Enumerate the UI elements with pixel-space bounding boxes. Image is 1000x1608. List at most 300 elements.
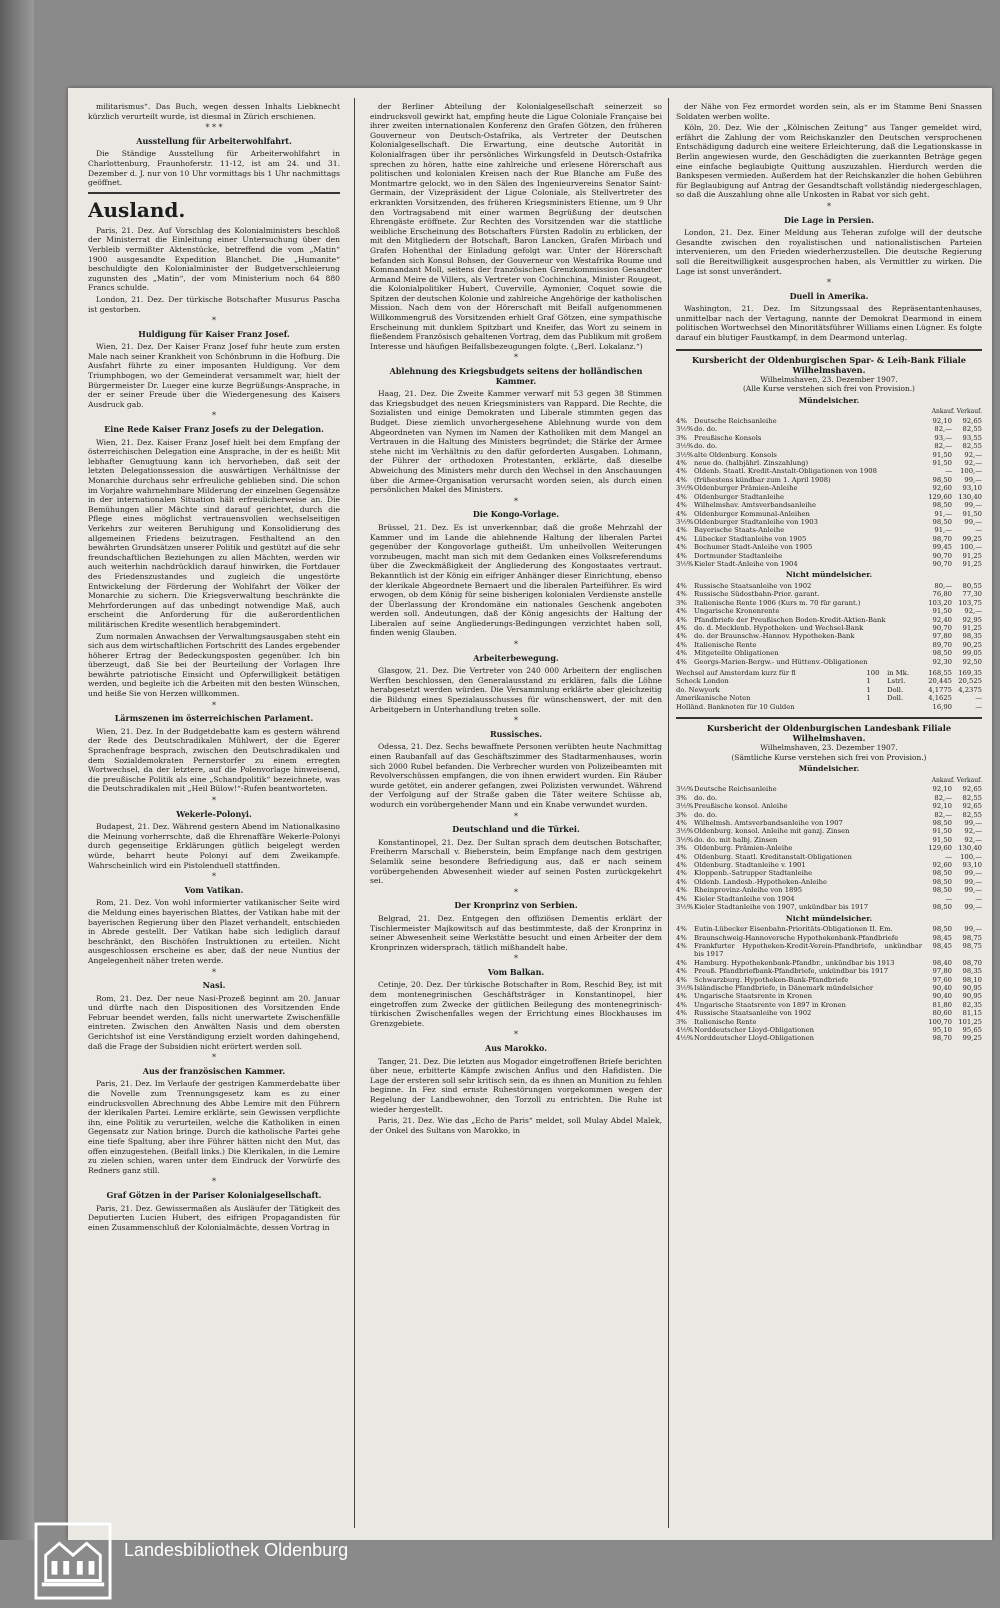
- rate-row: [676, 853, 982, 861]
- rate-row: [676, 552, 982, 560]
- rate-cell: 98,45: [932, 941, 952, 950]
- rate-row: [676, 501, 982, 509]
- rates-table: [676, 417, 982, 568]
- rate-cell: 91,25: [962, 559, 982, 568]
- rate-cell: Rheinprovinz-Anleihe von 1895: [694, 886, 803, 895]
- rate-cell: Kieler Stadtanleihe von 1904: [694, 894, 795, 903]
- rate-cell: 92,60: [932, 484, 952, 493]
- rate-row: [676, 703, 982, 711]
- rate-cell: 98,50: [932, 925, 952, 934]
- article-text: Haag, 21. Dez. Die Zweite Kammer verwarf mit 53 gegen 38 Stimmen das Kriegsbudget des neuen Kriegsministers van Rappard. Die Rechte, die Sozialisten und einige Demokraten und Liberale stimmten gegen das Budget. Diese ziemlich unvorhergesehene Ablehnung wurde von dem Abgeordneten van Nymen im Namen der Katholiken mit dem Mangel an Vertrauen in die Haltung des Ministers begründet; die Stärke der Armee stehe nicht im Verhältnis zu den dafür geforderten Ausgaben. Lohmann, der Führer der orthodoxen Protestanten, erklärte, daß dieselbe Abweichung des Ministers mehr durch den Wechsel in den Anschauungen über die Armee-Organisation verursacht worden seien, als durch einen persönlichen Makel des Ministers.: [370, 389, 662, 495]
- rate-cell: 92,30: [932, 657, 952, 666]
- report-title: Kursbericht der Oldenburgischen Spar- & Leih-Bank Filiale Wilhelmshaven.: [692, 354, 966, 375]
- rate-cell: 1: [866, 685, 871, 694]
- rate-cell: Amerikanische Noten: [676, 694, 751, 703]
- rate-cell: in Mk.: [887, 669, 910, 677]
- rate-cell: 4%: [676, 886, 687, 895]
- rate-cell: 4%: [676, 607, 687, 616]
- rates-table: [676, 925, 982, 1043]
- rate-row: [676, 526, 982, 534]
- article-heading: Graf Götzen in der Pariser Kolonialgesellschaft.: [106, 1189, 322, 1200]
- rate-cell: 91,50: [932, 835, 952, 844]
- article-heading: Huldigung für Kaiser Franz Josef.: [138, 328, 290, 339]
- rate-cell: 99,25: [962, 534, 982, 543]
- rate-cell: 98,50: [932, 517, 952, 526]
- article-text: Wien, 21. Dez. Der Kaiser Franz Josef fuhr heute zum ersten Male nach seiner Krankheit von Schönbrunn in die Hofburg. Die Ausfahrt führte zu einer imposanten Huldigung. Vor dem Triumphbogen, wo der Gemeinderat versammelt war, hielt der Bürgermeister Dr. Lueger eine kurze Begrüßungs-Ansprache, in der er seiner Freude über die Wiedergenesung des Kaisers Ausdruck gab.: [88, 342, 340, 409]
- rate-row: [676, 992, 982, 1000]
- rate-row: [676, 959, 982, 967]
- rate-row: [676, 632, 982, 640]
- rate-row: [676, 590, 982, 598]
- article-heading: Die Lage in Persien.: [783, 214, 875, 225]
- article-heading: Duell in Amerika.: [789, 290, 869, 301]
- rate-cell: 91,50: [932, 459, 952, 468]
- rate-cell: 97,60: [932, 975, 952, 984]
- rate-cell: 103,75: [958, 598, 982, 607]
- article-text: der Nähe von Fez ermordet worden sein, als er im Stamme Beni Snassen Soldaten werben wollte.: [676, 102, 982, 121]
- rate-cell: Oldenburg. konsol. Anleihe mit ganzj. Zinsen: [694, 827, 850, 836]
- rate-cell: 100,—: [960, 467, 982, 476]
- rate-cell: Mitgeteilte Obligationen: [694, 649, 779, 658]
- rate-row: [676, 976, 982, 984]
- rate-cell: 130,40: [958, 844, 982, 853]
- rate-cell: 98,50: [932, 877, 952, 886]
- rate-row: [676, 417, 982, 425]
- rate-cell: do. do.: [694, 442, 718, 451]
- rate-cell: 4%: [676, 877, 687, 886]
- rate-cell: 91,—: [934, 526, 952, 535]
- rate-cell: 82,—: [934, 793, 952, 802]
- rate-cell: Oldenb. Landesb.-Hypotheken-Anleihe: [694, 877, 827, 886]
- rate-cell: 103,20: [928, 598, 952, 607]
- rate-cell: alte Oldenburg. Konsols: [694, 450, 777, 459]
- article-text: Paris, 21. Dez. Gewissermaßen als Ausläufer der Tätigkeit des Deputierten Lucien Hubert, des eifrigen Propagandisten für einen Zusammenschluß der Kolonialmächte, dessen Vortrag in: [88, 1203, 340, 1232]
- article-text: Odessa, 21. Dez. Sechs bewaffnete Personen verübten heute Nachmittag einen Raubanfall auf das Geschäftszimmer des Stadtarmenhauses, worin sich 2000 Rubel befanden. Die Verbrecher wurden von Polizeibeamten mit Revolverschüssen empfangen, die von ihnen erwidert wurden. Ein Räuber wurde getötet, ein anderer gefangen, zwei Polizisten verwundet. Während der Verfolgung auf der Straße gaben die Täter weitere Schüsse ab, wodurch ein vorübergehender Mann und ein Knabe verwundet wurden.: [370, 742, 662, 809]
- rate-row: [676, 694, 982, 702]
- rate-cell: 92,10: [932, 785, 952, 794]
- article-heading: Arbeiterbewegung.: [473, 652, 559, 663]
- rate-cell: 98,10: [962, 975, 982, 984]
- rate-cell: [887, 703, 922, 711]
- rate-cell: 4%: [676, 941, 687, 950]
- rate-cell: 4%: [676, 551, 687, 560]
- newspaper-page: [68, 88, 992, 1540]
- rate-cell: 99,05: [962, 649, 982, 658]
- rate-cell: Kieler Stadtanleihe von 1907, unkündbar bis 1917: [694, 903, 869, 912]
- rate-cell: 91,50: [932, 827, 952, 836]
- rate-cell: 82,55: [962, 425, 982, 434]
- rate-cell: 99,—: [964, 903, 982, 912]
- rate-cell: 92,65: [962, 802, 982, 811]
- article-heading: Deutschland und die Türkei.: [452, 824, 580, 835]
- rate-row: [676, 844, 982, 852]
- rate-cell: Preußische konsol. Anleihe: [694, 802, 788, 811]
- rate-row: [676, 886, 982, 894]
- article-heading: Wekerle-Polonyi.: [176, 808, 252, 819]
- rate-cell: 4%: [676, 975, 687, 984]
- rate-row: [676, 869, 982, 877]
- column-left: militarismus“. Das Buch, wegen dessen Inhalts Liebknecht kürzlich verurteilt wurde, ist diesmal in Zürich erschienen. * * * Ausstellung für Arbeiterwohlfahrt. Die Ständige Ausstellung für Arbeiterwohlfahrt in Charlottenburg, Fraunhoferstr. 11-12, ist am 24. und 31. Dezember d. J. nur von 10 Uhr vormittags bis 1 Uhr nachmittags geöffnet. Ausland. Paris, 21. Dez. Auf Vorschlag des Kolonialministers beschloß der Ministerrat die Einleitung einer Untersuchung über den Verbleib vermißter Aktenstücke, betreffend die vom „Matin“ 1900 ausgesandte Expedition Blanchet. Die „Humanite“ beschuldigte den Kolonialminister der Budgetverschleierung zugunsten des „Matin“, der vom Ministerium noch 64 880 Francs schulde. London, 21. Dez. Der türkische Botschafter Musurus Pascha ist gestorben. * Huldigung für Kaiser Franz Josef. Wien, 21. Dez. Der Kaiser Franz Josef fuhr heute zum ersten Male nach seiner Krankheit von Schönbrunn in die Hofburg. Die Ausfahrt führte zu einer imposanten Huldigung. Vor dem Triumphbogen, wo der Gemeinderat versammelt war, hielt der Bürgermeister Dr. Lueger eine kurze Begrüßungs-Ansprache, in der er seiner Freude über die Wiedergenesung des Kaisers Ausdruck gab. * Eine Rede Kaiser Franz Josefs zu der Delegation. Wien, 21. Dez. Kaiser Franz Josef hielt bei dem Empfang der österreichischen Delegation eine Ansprache, in der es heißt: Mit lebhafter Genugtuung kann ich hervorheben, daß seit der letzten Delegationssession die auswärtigen Verhältnisse der Monarchie durchaus sehr erfreuliche geblieben sind. Die schon im Vorjahre wahrnehmbare Milderung der einzelnen Gegensätze in der internationalen Situation hält erfreulicherweise an. Die Bemühungen aller Mächte sind darauf gerichtet, durch die Pflege eines möglichst vertrauensvollen wechselseitigen Verkehrs zur weiteren Beruhigung und Konsolidierung des allgemeinen Friedens beizutragen. Festhaltend an den bewährten Grundsätzen unserer Politik und gestützt auf die sehr freundschaftlichen Beziehungen zu allen Mächten, werden wir auch weiterhin nachdrücklich darauf hinwirken, die Fortdauer des Friedenszustandes und zugleich die ungestörte Entwickelung der Förderung der Wohlfahrt der Völker der Monarchie zu sichern. Die Kriegsverwaltung beschränkte die Mehrforderungen auf das unbedingt notwendige Maß, auch erscheint die Anforderung für die außerordentlichen militärischen Kredite wesentlich herabgemindert. Zum normalen Anwachsen der Verwaltungsausgaben steht ein sich aus dem wirtschaftlichen Fortschritt des Landes ergebender höherer Ertrag der Bedeckungsposten gegenüber. Ich bin überzeugt, daß Sie bei der Beurteilung der Vorlagen Ihre bewährte patriotische Einsicht und Opferwilligkeit betätigen werden, und begleite ich die Arbeiten mit den besten Wünschen, und heiße Sie von Herzen willkommen. * Lärmszenen im österreichischen Parlament. Wien, 21. Dez. In der Budgetdebatte kam es gestern während der Rede des Deutschradikalen Mühlwert, der die Egerer Sprachenfrage besprach, zwischen den Deutschradikalen und dem Sozialdemokraten Pernerstorfer zu einem erregten Wortwechsel, da der letztere, auf die Polenvorlage hinweisend, die preußische Politik als eine „Schandpolitik“ bezeichnete, was die Deutschradikalen mit „Heil Bülow!“-Rufen beantworteten. * Wekerle-Polonyi. Budapest, 21. Dez. Während gestern Abend im Nationalkasino die Meinung vorherrschte, daß die Ehrenaffäre Wekerle-Polonyi durch gegenseitige Erklärungen gütlich beigelegt werden würde, beharrt heute Polonyi auf dem Zweikampfe. Wahrscheinlich wird ein Pistolenduell stattfinden. * Vom Vatikan. Rom, 21. Dez. Von wohl informierter vatikanischer Seite wird die Meldung eines bayerischen Blattes, der Vatikan habe mit der bayerischen Regierung über den Plazet verhandelt, entschieden in Abrede gestellt. Der Vatikan habe sich lediglich darauf beschränkt, den Bischöfen Instruktionen zu erteilen. Nicht ausgeschlossen erscheine es aber, daß der neue Nuntius der Angelegenheit näher treten werde. * Nasi. Rom, 21. Dez. Der neue Nasi-Prozeß beginnt am 20. Januar und dürfte nach den Dispositionen des Vorsitzenden Ende Februar beendet werden, falls nicht unerwartete Zwischenfälle eintreten. Zwischen den Anwälten Nasis und dem obersten Gerichtshof ist eine Verständigung erzielt worden dahingehend, daß die Frage der Subsidien nicht erörtert werden soll. * Aus der französischen Kammer. Paris, 21. Dez. Im Verlaufe der gestrigen Kammerdebatte über die Novelle zum Trennungsgesetz kam es zu einer eindrucksvollen Abrechnung des Abbe Lemire mit den Führern der klerikalen Partei. Lemire erklärte, sein Gewissen verpflichte ihn, eine Politik zu verurteilen, welche die Katholiken in einen Gegensatz zur Nation bringe. Durch die katholische Partei gehe eine tiefe Spaltung, aber ihre Führer hätten nicht den Mut, das offen einzugestehen. (Beifall links.) Die Klerikalen, in die Lemire zu zielen schien, waren unter dem Eindruck der Vorwürfe des Redners ganz still. * Graf Götzen in der Pariser Kolonialgesellschaft. Paris, 21. Dez. Gewissermaßen als Ausläufer der Tätigkeit des Deputierten Lucien Hubert, des eifrigen Propagandisten für einen Zusammenschluß der Kolonialmächte, dessen Vortrag in: [88, 102, 340, 1232]
- article-heading: Aus Marokko.: [485, 1043, 547, 1054]
- rate-cell: 95,65: [962, 1025, 982, 1034]
- rate-cell: Wilhelmshav. Amtsverbandsanleihe: [694, 501, 817, 510]
- rate-cell: 90,70: [932, 559, 952, 568]
- rate-cell: 3½%: [676, 450, 694, 459]
- stock-report-spar-leih-bank: [676, 349, 982, 711]
- rate-cell: 1: [866, 677, 871, 686]
- rate-row: [676, 451, 982, 459]
- rate-row: [676, 459, 982, 467]
- rate-cell: 92,40: [932, 615, 952, 624]
- rate-row: [676, 984, 982, 992]
- rate-cell: Schwarzburg. Hypotheken-Bank-Pfandbriefe: [694, 975, 849, 984]
- rate-cell: 92,—: [964, 450, 982, 459]
- column-rule: [354, 98, 355, 1528]
- rate-cell: 4%: [676, 623, 687, 632]
- article-text: Paris, 21. Dez. Im Verlaufe der gestrigen Kammerdebatte über die Novelle zum Trennungsgesetz kam es zu einer eindrucksvollen Abrechnung des Abbe Lemire mit den Führern der klerikalen Partei. Lemire erklärte, sein Gewissen verpflichte ihn, eine Politik zu verurteilen, welche die Katholiken in einen Gegensatz zur Nation bringe. Durch die katholische Partei gehe eine tiefe Spaltung, aber ihre Führer hätten nicht den Mut, das offen einzugestehen. (Beifall links.) Die Klerikalen, in die Lemire zu zielen schien, waren unter dem Eindruck der Vorwürfe des Redners ganz still.: [88, 1079, 340, 1175]
- rate-cell: 82,55: [962, 442, 982, 451]
- rate-cell: 4%: [676, 925, 687, 934]
- column-middle: der Berliner Abteilung der Kolonialgesellschaft seinerzeit so eindrucksvoll gewirkt hat, empfing heute die Ligue Coloniale Française bei ihrer zweiten internationalen Konferenz den Grafen Götzen, den früheren Gouverneur von Deutsch-Ostafrika, als Vertreter der Deutschen Kolonialgesellschaft. Die Erwartung, eine deutsche Autorität in Kolonialfragen über ihr persönliches Wirkungsfeld in Deutsch-Ostafrika sprechen zu hören, hatte eine zahlreiche und erlesene Hörerschaft aus politischen und kolonialen Kreisen nach der Rue Blanche am Fuße des Montmartre gelockt, wo in den Sälen des Ingenieurvereins Senator Saint-Germain, der Vizepräsident der Ligue Coloniale, als Stellvertreter des erkrankten Vorsitzenden, des früheren Kriegsministers Etienne, um 9 Uhr den Vortragsabend mit einer warmen Begrüßung der deutschen Ehrengäste eröffnete. Zur Rechten des Vorsitzenden war die stattliche weibliche Erscheinung des Botschafters Fürsten Radolin zu erblicken, der mit den Mitgliedern der Botschaft, Baron Lancken, Grafen Mirbach und Grafen Hohenthal der Einladung gefolgt war. Unter der Hörerschaft befanden sich Konsul Bohsen, der Gouverneur von Westafrika Roume und Kommandant Moll, seitens der französischen Grenzkommission Gesandter Armand Meire de Villers, als Vertreter von Cochinchina, Minister Rougeot, die Kolonialpolitiker Hubert, Cuverville, Aymonier, Coquet sowie die Spitzen der deutschen Kolonie und zahlreiche Angehörige der katholischen Mission. Nach dem von der Hörerschaft mit Beifall aufgenommenen Willkommengruß des Vorsitzenden erhielt Graf Götzen, eine sympathische Erscheinung mit dunklem Spitzbart und Kneifer, das Wort zu seinem in fließendem Französisch gehaltenen Vortrag, dem das Publikum mit großem Interesse und häufigen Beifallsbezeugungen folgte. („Berl. Lokalanz.“) * Ablehnung des Kriegsbudgets seitens der holländischen Kammer. Haag, 21. Dez. Die Zweite Kammer verwarf mit 53 gegen 38 Stimmen das Kriegsbudget des neuen Kriegsministers van Rappard. Die Rechte, die Sozialisten und einige Demokraten und Liberale stimmten gegen das Budget. Diese ziemlich unvorhergesehene Ablehnung wurde von dem Abgeordneten van Nymen im Namen der Katholiken mit dem Mangel an Vertrauen in die Haltung des Ministers begründet; die Stärke der Armee stehe nicht im Verhältnis zu den dafür geforderten Ausgaben. Lohmann, der Führer der orthodoxen Protestanten, erklärte, daß dieselbe Abweichung des Ministers mehr durch den Wechsel in den Anschauungen über die Armee-Organisation verursacht worden seien, als durch einen persönlichen Makel des Ministers. * Die Kongo-Vorlage. Brüssel, 21. Dez. Es ist unverkennbar, daß die große Mehrzahl der Kammer und im Lande die ablehnende Haltung der liberalen Partei gegenüber der Kongovorlage gutheißt. Um unheilvollen Weiterungen vorzubeugen, macht man sich mit dem Gedanken eines Volksreferendums über die Zweckmäßigkeit der Angliederung des Kongostaates vertraut. Bekanntlich ist der König ein eifriger Anhänger dieser Einrichtung, ebenso der klerikale Abgeordnete Bernaert und die liberalen Parteiführer. Es wird erwogen, ob dem König für seine bisherigen kolonialen Verdienste anstelle der Überlassung der Krondomäne ein nationales Geschenk angeboten werden soll. Andeutungen, daß der König angesichts der Haltung der Liberalen auf seine Angliederungs-Bedingungen verzichtet haben soll, finden wenig Glauben. * Arbeiterbewegung. Glasgow, 21. Dez. Die Vertreter von 240 000 Arbeitern der englischen Werften beschlossen, den Generalausstand zu erklären, falls die Löhne herabgesetzt werden würden. Die Versammlung erklärte aber gleichzeitig die Bildung eines Spezialausschusses für wünschenswert, der mit den Arbeitgebern in Unterhandlung treten solle. * Russisches. Odessa, 21. Dez. Sechs bewaffnete Personen verübten heute Nachmittag einen Raubanfall auf das Geschäftszimmer des Stadtarmenhauses, worin sich 2000 Rubel befanden. Die Verbrecher wurden von Polizeibeamten mit Revolverschüssen empfangen, die von ihnen erwidert wurden. Ein Räuber wurde getötet, ein anderer gefangen, zwei Polizisten verwundet. Während der Verfolgung auf der Straße gaben die Täter weitere Schüsse ab, wodurch ein vorübergehender Mann und ein Knabe verwundet wurden. * Deutschland und die Türkei. Konstantinopel, 21. Dez. Der Sultan sprach dem deutschen Botschafter, Freiherrn Marschall v. Bieberstein, beim Empfange nach dem gestrigen Selamlik seine besondere Befriedigung aus, daß er nach seinem vorübergehenden Abwesenheit wieder auf seinen Posten zurückgekehrt sei. * Der Kronprinz von Serbien. Belgrad, 21. Dez. Entgegen den offiziösen Dementis erklärt der Tischlermeister Majkowitsch auf das bestimmteste, daß der Kronprinz in seiner Abwesenheit seine Werkstätte besucht und einen Arbeiter der dem Kronprinzen widersprach, tätlich mißhandelt habe. * Vom Balkan. Cetinje, 20. Dez. Der türkische Botschafter in Rom, Reschid Bey, ist mit dem montenegrinischen Geschäftsträger in Konstantinopel, hier eingetroffen zum Zwecke der gütlichen Beilegung des montenegrinisch-türkischen Zwischenfalles wegen der Errichtung eines Blockhauses im Grenzgebiete. * Aus Marokko. Tanger, 21. Dez. Die letzten aus Mogador eingetroffenen Briefe berichten über neue, erbitterte Kämpfe zwischen Anflus und den Hafidisten. Die Lage der ersteren soll sehr kritisch sein, da es ihnen an Munition zu fehlen beginne. In Fez sind ernste Ruhestörungen vorgekommen wegen der Regelung der Landbewohner, den Torzoll zu entrichten. Die Ruhe ist wieder hergestellt. Paris, 21. Dez. Wie das „Echo de Paris“ meldet, soll Mulay Abdel Malek, der Onkel des Sultans von Marokko, in: [370, 102, 662, 1135]
- rate-row: [676, 967, 982, 975]
- report-date: Wilhelmshaven, 23. Dezember 1907.: [760, 374, 898, 384]
- article-text: Wien, 21. Dez. Kaiser Franz Josef hielt bei dem Empfang der österreichischen Delegation eine Ansprache, in der es heißt: Mit lebhafter Genugtuung kann ich hervorheben, daß seit der letzten Delegationssession die auswärtigen Verhältnisse der Monarchie durchaus sehr erfreuliche geblieben sind. Die schon im Vorjahre wahrnehmbare Milderung der einzelnen Gegensätze in der internationalen Situation hält erfreulicherweise an. Die Bemühungen aller Mächte sind darauf gerichtet, durch die Pflege eines möglichst vertrauensvollen wechselseitigen Verkehrs zur weiteren Beruhigung und Konsolidierung des allgemeinen Friedens beizutragen. Festhaltend an den bewährten Grundsätzen unserer Politik und gestützt auf die sehr freundschaftlichen Beziehungen zu allen Mächten, werden wir auch weiterhin nachdrücklich darauf hinwirken, die Fortdauer des Friedenszustandes und zugleich die ungestörte Entwickelung der Förderung der Wohlfahrt der Völker der Monarchie zu sichern. Die Kriegsverwaltung beschränkte die Mehrforderungen auf das unbedingt notwendige Maß, auch erscheint die Anforderung für die außerordentlichen militärischen Kredite wesentlich herabgemindert.: [88, 437, 340, 629]
- rate-cell: 3%: [676, 810, 687, 819]
- rate-cell: 98,50: [932, 501, 952, 510]
- rate-cell: 91,50: [932, 607, 952, 616]
- article-text: Belgrad, 21. Dez. Entgegen den offiziösen Dementis erklärt der Tischlermeister Majkowitsch auf das bestimmteste, daß der Kronprinz in seiner Abwesenheit seine Werkstätte besucht und einen Arbeiter der dem Kronprinzen widersprach, tätlich mißhandelt habe.: [370, 913, 662, 952]
- rate-cell: 93,10: [962, 861, 982, 870]
- article-heading: Russisches.: [489, 728, 543, 739]
- rate-row: [676, 1009, 982, 1017]
- rate-cell: 4%: [676, 933, 687, 942]
- rate-row: [676, 836, 982, 844]
- book-spine: [0, 0, 34, 1608]
- rate-cell: 98,40: [932, 958, 952, 967]
- rate-cell: 3½%: [676, 903, 694, 912]
- rate-row: [676, 607, 982, 615]
- library-logo-icon: [34, 1522, 112, 1600]
- rate-cell: 4%: [676, 649, 687, 658]
- rate-row: [676, 425, 982, 433]
- rate-cell: Oldenburger Stadtanleihe von 1903: [694, 517, 818, 526]
- rate-row: [676, 467, 982, 475]
- rate-cell: Holländ. Banknoten für 10 Gulden: [676, 702, 795, 711]
- rate-cell: 93,10: [962, 484, 982, 493]
- rate-cell: 98,45: [932, 933, 952, 942]
- rate-row: [676, 649, 982, 657]
- rate-cell: 3½%: [676, 484, 694, 493]
- rate-cell: 129,60: [928, 844, 952, 853]
- report-date: Wilhelmshaven, 23. Dezember 1907.: [760, 743, 898, 753]
- section-label: Nicht mündelsicher.: [785, 913, 873, 923]
- rate-cell: 89,70: [932, 640, 952, 649]
- rate-cell: 100,—: [960, 852, 982, 861]
- rate-cell: Preuß. Pfandbriefbank-Pfandbriefe, unkündbar bis 1917: [694, 967, 889, 976]
- rates-table: [676, 582, 982, 666]
- rate-cell: neue do. (halbjährl. Zinszahlung): [694, 459, 809, 468]
- rate-row: [676, 624, 982, 632]
- rate-cell: 4%: [676, 475, 687, 484]
- article-text: Rom, 21. Dez. Von wohl informierter vatikanischer Seite wird die Meldung eines bayerischen Blattes, der Vatikan habe mit der bayerischen Regierung über den Plazet verhandelt, entschieden in Abrede gestellt. Der Vatikan habe sich lediglich darauf beschränkt, den Bischöfen Instruktionen zu erteilen. Nicht ausgeschlossen erscheine es aber, daß der neue Nuntius der Angelegenheit näher treten werde.: [88, 898, 340, 965]
- rate-row: [676, 518, 982, 526]
- rate-cell: 4%: [676, 534, 687, 543]
- rate-row: [676, 669, 982, 677]
- rate-cell: 90,25: [962, 640, 982, 649]
- rate-cell: 80,55: [962, 581, 982, 590]
- rate-cell: do. der Braunschw.-Hannov. Hypotheken-Bank: [694, 632, 855, 641]
- rate-cell: 82,55: [962, 810, 982, 819]
- rate-cell: 4½%: [676, 1025, 694, 1034]
- rate-cell: Isländische Pfandbriefe, in Dänemark mündelsicher: [694, 983, 874, 992]
- rate-cell: 91,25: [962, 623, 982, 632]
- rate-cell: 81,80: [932, 1000, 952, 1009]
- rate-cell: 4%: [676, 819, 687, 828]
- rate-cell: 4%: [676, 632, 687, 641]
- rate-cell: 4%: [676, 869, 687, 878]
- rate-cell: Oldenburger Kommunal-Anleihen: [694, 509, 810, 518]
- rate-cell: 4%: [676, 467, 687, 476]
- rate-cell: Frankfurter Hypotheken-Kredit-Verein-Pfandbriefe, unkündbar bis 1917: [694, 941, 922, 959]
- report-note: (Sämtliche Kurse verstehen sich frei von Provision.): [731, 752, 927, 762]
- rate-cell: 3%: [676, 598, 687, 607]
- rate-cell: 98,70: [932, 534, 952, 543]
- rate-row: [676, 878, 982, 886]
- column-right: der Nähe von Fez ermordet worden sein, als er im Stamme Beni Snassen Soldaten werben wollte. Köln, 20. Dez. Wie der „Kölnischen Zeitung“ aus Tanger gemeldet wird, erfährt die Zahlung der vom Reichskanzler den Deutschen versprochenen Entschädigung dadurch eine weitere Erleichterung, daß die Legationskasse in Berlin angewiesen wurde, den Geschädigten die zuerkannten Beträge gegen eine einfache beglaubigte Quittung auszuzahlen. Hierdurch werden die Bankspesen vermieden. Außerdem hat der Reichskanzler die hohen Gebühren für Beglaubigung auf Antrag der Gesandtschaft vollständig niedergeschlagen, so daß die Auszahlung ohne alle Unkosten in Rabat vor sich geht. * Die Lage in Persien. London, 21. Dez. Einer Meldung aus Teheran zufolge will der deutsche Gesandte zwischen den royalistischen und nationalistischen Parteien intervenieren, um den Frieden wiederherzustellen. Die deutsche Regierung soll die Bereitwilligkeit ausgesprochen haben, als Vermittler zu wirken. Die Lage ist sonst unverändert. * Duell in Amerika. Washington, 21. Dez. Im Sitzungssaal des Repräsentantenhauses, unmittelbar nach der Vertagung, nannte der Demokrat Dearmond in einem politischen Wortwechsel den Minoritätsführer Williams einen Lügner. Es folgte darauf ein blutiger Faustkampf, in dem Dearmond unterlag. Kursbericht der Oldenburgischen Spar- & Leih-Bank Filiale Wilhelmshaven. Wilhelmshaven, 23. Dezember 1907. (Alle Kurse verstehen sich frei von Provision.) Mündelsicher. Ankauf. Verkauf. 4% Deutsche Reichsanleihe 92,10 92,65 3½% do. do. 82,— 82,55 3% Preußische Konsols 93,— 93,55 3½% do. do. 82,— 82,55 3½% alte Oldenburg. Konsols 91,50 92,— 4% neue do. (halbjährl. Zinszahlung) 91,50 92,— 4% Oldenb. Staatl. Kredit-Anstalt-Obligationen von 1908 — 100,— 4% (frühestens kündbar zum 1. April 1908) 98,50 99,— 3½% Oldenburger Prämien-Anleihe 92,60 93,10 4% Oldenburger Stadtanleihe 129,60 130,40 4% Wilhelmshav. Amtsverbandsanleihe 98,50 99,— 4% Oldenburger Kommunal-Anleihen 91,— 91,50 3½% Oldenburger Stadtanleihe von 1903 98,50 99,— 4% Bayerische Staats-Anleihe 91,— — 4% Lübecker Stadtanleihe von 1905 98,70 99,25 4% Bochumer Stadt-Anleihe von 1905 99,45 100,— 4% Dortmunder Stadtanleihe 90,70 91,25 3½% Kieler Stadt-Anleihe von 1904 90,70 91,25 Nicht mündelsicher. 4% Russische Staatsanleihe von 1902 80,— 80,55 4% Russische Südostbahn-Prior. garant. 76,80 77,30 3% Italienische Rente 1906 (Kurs m. 70 für garant.) 103,20 103,75 4% Ungarische Kronenrente 91,50 92,— 4% Pfandbriefe der Preußischen Boden-Kredit-Aktien-Bank 92,40 92,95 4% do. d. Mecklenb. Hypotheken- und Wechsel-Bank 90,70 91,25 4% do. der Braunschw.-Hannov. Hypotheken-Bank 97,80 98,35 4% Italienische Rente 89,70 90,25 4% Mitgeteilte Obligationen 98,50 99,05 4% Georgs-Marien-Bergw.- und Hüttenv.-Obligationen 92,30 92,50 Wechsel auf Amsterdam kurz für fl 100 in Mk. 168,55 169,35 Scheck London 1 Lstrl. 20,445 20,525 do. Newyork 1 Doll. 4,1775 4,2375 Amerikanische Noten 1 Doll. 4,1625 — Holländ. Banknoten für 10 Gulden 16,90 — Kursbericht der Oldenburgischen Landesbank Filiale Wilhelmshaven. Wilhelmshaven, 23. Dezember 1907. (Sämtliche Kurse verstehen sich frei von Provision.) Mündelsicher. Ankauf. Verkauf. 3½% Deutsche Reichsanleihe 92,10 92,65 3% do. do. 82,— 82,55 3½% Preußische konsol. Anleihe 92,10 92,65 3% do. do. 82,— 82,55 4% Wilhelmsh. Amtsverbandsanleihe von 1907 98,50 99,— 3½% Oldenburg. konsol. Anleihe mit ganzj. Zinsen 91,50 92,— 3½% do. do. mit halbj. Zinsen 91,50 92,— 3% Oldenburg. Prämien-Anleihe 129,60 130,40 4% Oldenburg. Staatl. Kreditanstalt-Obligationen — 100,— 4% Oldenburg. Stadtanleihe v. 1901 92,60 93,10 4% Kloppenb.-Satrupper Stadtanleihe 98,50 99,— 4% Oldenb. Landesb.-Hypotheken-Anleihe 98,50 99,— 4% Rheinprovinz-Anleihe von 1895 98,50 99,— 4% Kieler Stadtanleihe von 1904 — — 3½% Kieler Stadtanleihe von 1907, unkündbar bis 1917 98,50 99,— Nicht mündelsicher. 4% Eutin-Lübecker Eisenbahn-Prioritäts-Obligationen II. Em. 98,50 99,— 4% Braunschweig-Hannoversche Hypothekenbank-Pfandbriefe 98,45 98,75 4% Frankfurter Hypotheken-Kredit-Verein-Pfandbriefe, unkündbar bis 1917 98,45 98,75 4% Hamburg. Hypothekenbank-Pfandbr., unkündbar bis 1913 98,40 98,70 4% Preuß. Pfandbriefbank-Pfandbriefe, unkündbar bis 1917 97,80 98,35 4% Schwarzburg. Hypotheken-Bank-Pfandbriefe 97,60 98,10 3½% Isländische Pfandbriefe, in Dänemark mündelsicher 90,40 90,95 4% Ungarische Staatsrente in Kronen 90,40 90,95 4% Ungarische Staatsrente von 1897 in Kronen 81,80 82,35 4% Russische Staatsanleihe von 1902 80,60 81,15 3% Italienische Rente 100,70 101,25 4½% Norddeutscher Lloyd-Obligationen 95,10 95,65 4½% Norddeutscher Lloyd-Obligationen 98,70 99,25: [676, 102, 982, 1043]
- rate-cell: 16,90: [932, 702, 952, 711]
- rate-cell: 99,—: [964, 877, 982, 886]
- rate-cell: 98,50: [932, 886, 952, 895]
- article-heading: Die Kongo-Vorlage.: [472, 509, 560, 520]
- rate-cell: Georgs-Marien-Bergw.- und Hüttenv.-Obligationen: [694, 657, 868, 666]
- rate-cell: 82,55: [962, 793, 982, 802]
- rate-cell: 92,65: [962, 785, 982, 794]
- rate-cell: Russische Staatsanleihe von 1902: [694, 581, 812, 590]
- rate-cell: 3½%: [676, 835, 694, 844]
- rate-cell: 80,—: [934, 581, 952, 590]
- rate-row: [676, 861, 982, 869]
- report-note: (Alle Kurse verstehen sich frei von Provision.): [743, 384, 915, 394]
- rate-cell: Bochumer Stadt-Anleihe von 1905: [694, 543, 813, 552]
- rate-cell: 92,50: [962, 657, 982, 666]
- rate-row: [676, 535, 982, 543]
- rate-row: [676, 484, 982, 492]
- rate-cell: Ungarische Staatsrente in Kronen: [694, 992, 812, 1001]
- article-heading: Nasi.: [202, 980, 226, 991]
- rate-row: [676, 925, 982, 933]
- rate-cell: 1: [866, 694, 871, 703]
- article-heading: Lärmszenen im österreichischen Parlament.: [114, 713, 314, 724]
- rate-cell: do. do.: [694, 793, 718, 802]
- article-heading: Eine Rede Kaiser Franz Josefs zu der Delegation.: [104, 424, 324, 435]
- rate-row: [676, 811, 982, 819]
- rate-cell: 98,70: [932, 1034, 952, 1043]
- rate-row: [676, 658, 982, 666]
- rate-cell: 92,—: [964, 827, 982, 836]
- rate-cell: Italienische Rente: [694, 640, 757, 649]
- rate-row: [676, 442, 982, 450]
- rate-cell: Oldenb. Staatl. Kredit-Anstalt-Obligationen von 1908: [694, 467, 877, 476]
- rate-cell: 4%: [676, 526, 687, 535]
- column-headers: Ankauf. Verkauf.: [931, 776, 982, 784]
- rate-cell: —: [975, 526, 982, 535]
- rate-cell: [866, 703, 887, 711]
- rate-cell: 81,15: [962, 1009, 982, 1018]
- rate-row: [676, 560, 982, 568]
- rate-cell: 99,—: [964, 925, 982, 934]
- article-text: Tanger, 21. Dez. Die letzten aus Mogador eingetroffenen Briefe berichten über neue, erbitterte Kämpfe zwischen Anflus und den Hafidisten. Die Lage der ersteren soll sehr kritisch sein, da es ihnen an Munition zu fehlen beginne. In Fez sind ernste Ruhestörungen vorgekommen wegen der Regelung der Landbewohner, den Torzoll zu entrichten. Die Ruhe ist wieder hergestellt.: [370, 1056, 662, 1114]
- rate-cell: Scheck London: [676, 677, 729, 686]
- rate-cell: 77,30: [962, 590, 982, 599]
- rate-cell: 99,—: [964, 475, 982, 484]
- rate-row: [676, 903, 982, 911]
- rate-cell: 4%: [676, 459, 687, 468]
- rate-cell: 4%: [676, 640, 687, 649]
- section-heading: Ausland.: [88, 197, 186, 222]
- article-text: Budapest, 21. Dez. Während gestern Abend im Nationalkasino die Meinung vorherrschte, daß die Ehrenaffäre Wekerle-Polonyi durch gegenseitige Erklärungen gütlich beigelegt werden würde, beharrt heute Polonyi auf dem Zweikampfe. Wahrscheinlich wird ein Pistolenduell stattfinden.: [88, 822, 340, 870]
- rate-cell: 82,35: [962, 1000, 982, 1009]
- rate-cell: Norddeutscher Lloyd-Obligationen: [694, 1034, 814, 1043]
- article-text: Washington, 21. Dez. Im Sitzungssaal des Repräsentantenhauses, unmittelbar nach der Vertagung, nannte der Demokrat Dearmond in einem politischen Wortwechsel den Minoritätsführer Williams einen Lügner. Es folgte darauf ein blutiger Faustkampf, in dem Dearmond unterlag.: [676, 304, 982, 343]
- rate-row: [676, 641, 982, 649]
- article-text: Rom, 21. Dez. Der neue Nasi-Prozeß beginnt am 20. Januar und dürfte nach den Dispositionen des Vorsitzenden Ende Februar beendet werden, falls nicht unerwartete Zwischenfälle eintreten. Zwischen den Anwälten Nasis und dem obersten Gerichtshof ist eine Verständigung erzielt worden dahingehend, daß die Frage der Subsidien nicht erörtert werden soll.: [88, 993, 340, 1051]
- rate-cell: 3%: [676, 1017, 687, 1026]
- library-name: Landesbibliothek Oldenburg: [124, 1540, 349, 1560]
- rate-cell: 129,60: [928, 492, 952, 501]
- rate-cell: 90,40: [932, 992, 952, 1001]
- stock-report-landesbank: [676, 717, 982, 1043]
- rate-cell: 99,45: [932, 543, 952, 552]
- rate-cell: do. d. Mecklenb. Hypotheken- und Wechsel-Bank: [694, 623, 864, 632]
- article-text: militarismus“. Das Buch, wegen dessen Inhalts Liebknecht kürzlich verurteilt wurde, ist diesmal in Zürich erschienen.: [88, 102, 340, 121]
- rate-cell: 92,95: [962, 615, 982, 624]
- rate-row: [676, 677, 982, 685]
- rate-cell: do. Newyork: [676, 685, 720, 694]
- rate-cell: 3½%: [676, 559, 694, 568]
- rate-row: [676, 785, 982, 793]
- rate-cell: 93,—: [934, 433, 952, 442]
- rate-cell: do. do. mit halbj. Zinsen: [694, 835, 778, 844]
- rate-cell: 91,50: [932, 450, 952, 459]
- rate-row: [676, 582, 982, 590]
- rate-row: [676, 493, 982, 501]
- rate-cell: 4%: [676, 615, 687, 624]
- rate-cell: 4,2375: [958, 685, 982, 694]
- rate-row: [676, 1001, 982, 1009]
- rate-cell: 82,—: [934, 810, 952, 819]
- rate-cell: 92,—: [964, 835, 982, 844]
- rate-cell: 4%: [676, 543, 687, 552]
- rate-cell: 100,70: [928, 1017, 952, 1026]
- rate-cell: 97,80: [932, 632, 952, 641]
- rate-cell: 99,25: [962, 1034, 982, 1043]
- rate-cell: (frühestens kündbar zum 1. April 1908): [694, 475, 831, 484]
- rate-cell: 168,55: [928, 669, 952, 677]
- column-headers: Ankauf. Verkauf.: [931, 408, 982, 416]
- article-heading: Vom Vatikan.: [184, 884, 244, 895]
- rate-cell: 3½%: [676, 802, 694, 811]
- rate-cell: 92,60: [932, 861, 952, 870]
- article-text: Zum normalen Anwachsen der Verwaltungsausgaben steht ein sich aus dem wirtschaftlichen Fortschritt des Landes ergebender höherer Ertrag der Bedeckungsposten gegenüber. Ich bin überzeugt, daß Sie bei der Beurteilung der Vorlagen Ihre bewährte patriotische Einsicht und Opferwilligkeit betätigen werden, und begleite ich die Arbeiten mit den besten Wünschen, und heiße Sie von Herzen willkommen.: [88, 631, 340, 699]
- rate-cell: 98,50: [932, 649, 952, 658]
- rate-row: [676, 1026, 982, 1034]
- rate-cell: Doll.: [887, 694, 904, 703]
- rate-cell: Ungarische Staatsrente von 1897 in Kronen: [694, 1000, 846, 1009]
- rate-cell: 90,95: [962, 992, 982, 1001]
- rate-cell: 99,—: [964, 501, 982, 510]
- rate-cell: Oldenburger Stadtanleihe: [694, 492, 784, 501]
- rate-row: [676, 802, 982, 810]
- rate-cell: 92,10: [932, 802, 952, 811]
- article-text: der Berliner Abteilung der Kolonialgesellschaft seinerzeit so eindrucksvoll gewirkt hat, empfing heute die Ligue Coloniale Française bei ihrer zweiten internationalen Konferenz den Grafen Götzen, den früheren Gouverneur von Deutsch-Ostafrika, als Vertreter der Deutschen Kolonialgesellschaft. Die Erwartung, eine deutsche Autorität in Kolonialfragen über ihr persönliches Wirkungsfeld in Deutsch-Ostafrika sprechen zu hören, hatte eine zahlreiche und erlesene Hörerschaft aus politischen und kolonialen Kreisen nach der Rue Blanche am Fuße des Montmartre gelockt, wo in den Sälen des Ingenieurvereins Senator Saint-Germain, der Vizepräsident der Ligue Coloniale, als Stellvertreter des erkrankten Vorsitzenden, des früheren Kriegsministers Etienne, um 9 Uhr den Vortragsabend mit einer warmen Begrüßung der deutschen Ehrengäste eröffnete. Zur Rechten des Vorsitzenden war die stattliche weibliche Erscheinung des Botschafters Fürsten Radolin zu erblicken, der mit den Mitgliedern der Botschaft, Baron Lancken, Grafen Mirbach und Grafen Hohenthal der Einladung gefolgt war. Unter der Hörerschaft befanden sich Konsul Bohsen, der Gouverneur von Westafrika Roume und Kommandant Moll, seitens der französischen Grenzkommission Gesandter Armand Meire de Villers, als Vertreter von Cochinchina, Minister Rougeot, die Kolonialpolitiker Hubert, Cuverville, Aymonier, Coquet sowie die Spitzen der deutschen Kolonie und zahlreiche Angehörige der katholischen Mission. Nach dem von der Hörerschaft mit Beifall aufgenommenen Willkommengruß des Vorsitzenden erhielt Graf Götzen, eine sympathische Erscheinung mit dunklem Spitzbart und Kneifer, das Wort zu seinem in fließendem Französisch gehaltenen Vortrag, dem das Publikum mit großem Interesse und häufigen Beifallsbezeugungen folgte. („Berl. Lokalanz.“): [370, 102, 662, 351]
- article-text: Konstantinopel, 21. Dez. Der Sultan sprach dem deutschen Botschafter, Freiherrn Marschall v. Bieberstein, beim Empfange nach dem gestrigen Selamlik seine besondere Befriedigung aus, daß er nach seinem vorübergehenden Abwesenheit wieder auf seinen Posten zurückgekehrt sei.: [370, 837, 662, 886]
- rate-cell: 4%: [676, 509, 687, 518]
- article-text: London, 21. Dez. Der türkische Botschafter Musurus Pascha ist gestorben.: [88, 294, 340, 314]
- rate-cell: 3%: [676, 433, 687, 442]
- rate-row: [676, 686, 982, 694]
- rate-cell: 93,55: [962, 433, 982, 442]
- rate-cell: 4%: [676, 657, 687, 666]
- report-title: Kursbericht der Oldenburgischen Landesbank Filiale Wilhelmshaven.: [706, 723, 952, 744]
- rate-cell: 90,95: [962, 983, 982, 992]
- rate-cell: Ungarische Kronenrente: [694, 607, 780, 616]
- rate-cell: 80,60: [932, 1009, 952, 1018]
- section-label: Nicht mündelsicher.: [785, 570, 873, 580]
- rate-row: [676, 794, 982, 802]
- rate-cell: Italienische Rente: [694, 1017, 757, 1026]
- rate-cell: 4,1775: [928, 685, 952, 694]
- rate-row: [676, 942, 982, 959]
- article-text: Brüssel, 21. Dez. Es ist unverkennbar, daß die große Mehrzahl der Kammer und im Lande die ablehnende Haltung der liberalen Partei gegenüber der Kongovorlage gutheißt. Um unheilvollen Weiterungen vorzubeugen, macht man sich mit dem Gedanken eines Volksreferendums über die Zweckmäßigkeit der Angliederung des Kongostaates vertraut. Bekanntlich ist der König ein eifriger Anhänger dieser Einrichtung, ebenso der klerikale Abgeordnete Bernaert und die liberalen Parteiführer. Es wird erwogen, ob dem König für seine bisherigen kolonialen Verdienste anstelle der Überlassung der Krondomäne ein nationales Geschenk angeboten werden soll. Andeutungen, daß der König angesichts der Haltung der Liberalen auf seine Angliederungs-Bedingungen verzichtet haben soll, finden wenig Glauben.: [370, 522, 662, 638]
- rate-cell: 3½%: [676, 983, 694, 992]
- rate-cell: 4%: [676, 581, 687, 590]
- rate-cell: 98,75: [962, 941, 982, 950]
- rate-row: [676, 895, 982, 903]
- rate-cell: 95,10: [932, 1025, 952, 1034]
- rate-cell: Deutsche Reichsanleihe: [694, 417, 777, 426]
- rate-cell: 100,—: [960, 543, 982, 552]
- rate-cell: 98,35: [962, 967, 982, 976]
- rate-cell: 20,445: [928, 677, 952, 686]
- exchange-table: [676, 669, 982, 711]
- article-heading: Vom Balkan.: [487, 966, 545, 977]
- rate-cell: 98,75: [962, 933, 982, 942]
- rate-cell: Wilhelmsh. Amtsverbandsanleihe von 1907: [694, 819, 843, 828]
- rate-cell: 99,—: [964, 517, 982, 526]
- rate-cell: 4%: [676, 417, 687, 426]
- rate-cell: Russische Südostbahn-Prior. garant.: [694, 590, 820, 599]
- rate-cell: 97,80: [932, 967, 952, 976]
- rate-cell: Oldenburg. Stadtanleihe v. 1901: [694, 861, 806, 870]
- article-heading: Aus der französischen Kammer.: [142, 1065, 286, 1076]
- rate-cell: Oldenburg. Prämien-Anleihe: [694, 844, 793, 853]
- rate-cell: 4%: [676, 1000, 687, 1009]
- rate-cell: 4,1625: [928, 694, 952, 703]
- rate-cell: Pfandbriefe der Preußischen Boden-Kredit-Aktien-Bank: [694, 615, 886, 624]
- rate-cell: 4%: [676, 894, 687, 903]
- article-text: Die Ständige Ausstellung für Arbeiterwohlfahrt in Charlottenburg, Fraunhoferstr. 11-12, ist am 24. und 31. Dezember d. J. nur von 10 Uhr vormittags bis 1 Uhr nachmittags geöffnet.: [88, 149, 340, 188]
- rate-cell: Oldenburger Prämien-Anleihe: [694, 484, 798, 493]
- rate-cell: 3½%: [676, 827, 694, 836]
- rate-cell: Bayerische Staats-Anleihe: [694, 526, 785, 535]
- rate-row: [676, 510, 982, 518]
- rate-cell: Oldenburg. Staatl. Kreditanstalt-Obligationen: [694, 852, 852, 861]
- rate-cell: 91,50: [962, 509, 982, 518]
- rate-cell: 76,80: [932, 590, 952, 599]
- rate-cell: 3½%: [676, 442, 694, 451]
- rate-cell: —: [975, 702, 982, 711]
- rate-cell: 4%: [676, 967, 687, 976]
